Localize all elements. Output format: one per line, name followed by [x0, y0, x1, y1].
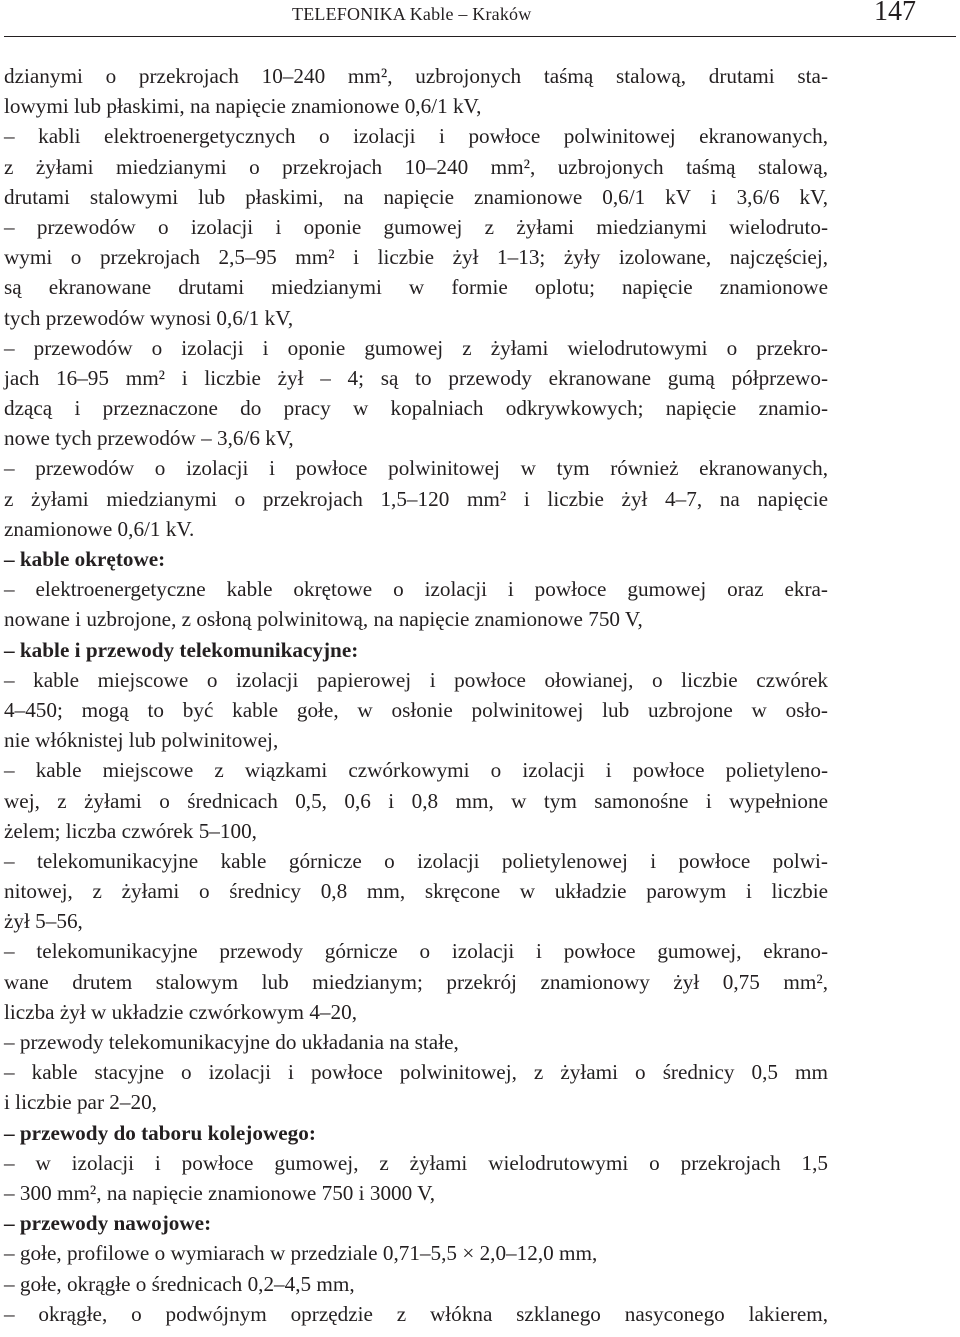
page-header: [0, 0, 960, 36]
text-line: – elektroenergetyczne kable okrętowe o izolacji i powłoce gumowej oraz ekra-: [4, 577, 828, 602]
text-line: są ekranowane drutami miedzianymi w formie oplotu; napięcie znamionowe: [4, 275, 828, 300]
text-line: żelem; liczba czwórek 5–100,: [4, 818, 257, 843]
running-title: TELEFONIKA Kable – Kraków: [292, 4, 532, 24]
text-line: z żyłami miedzianymi o przekrojach 1,5–120 mm² i liczbie żył 4–7, na napięcie: [4, 486, 828, 511]
header-rule: [4, 36, 956, 37]
text-line: znamionowe 0,6/1 kV.: [4, 516, 195, 541]
text-line: – przewodów o izolacji i oponie gumowej z żyłami wielodrutowymi o przekro-: [4, 335, 828, 360]
text-line: tych przewodów wynosi 0,6/1 kV,: [4, 305, 294, 330]
text-line: – gołe, profilowe o wymiarach w przedziale 0,71–5,5 × 2,0–12,0 mm,: [4, 1241, 598, 1266]
text-line: – przewodów o izolacji i powłoce polwinitowej w tym również ekranowanych,: [4, 456, 828, 481]
page-number: 147: [874, 0, 916, 27]
text-line: lowymi lub płaskimi, na napięcie znamionowe 0,6/1 kV,: [4, 94, 482, 119]
text-line: – przewody telekomunikacyjne do układania na stałe,: [4, 1030, 459, 1054]
text-line: – przewodów o izolacji i oponie gumowej z żyłami miedzianymi wielodruto-: [4, 214, 828, 239]
text-line: – telekomunikacyjne kable górnicze o izolacji polietylenowej i powłoce polwi-: [4, 848, 828, 873]
text-line: – kable miejscowe z wiązkami czwórkowymi o izolacji i powłoce polietyleno-: [4, 758, 828, 783]
text-line: wane drutem stalowym lub miedzianym; przekrój znamionowy żył 0,75 mm²,: [4, 969, 828, 994]
text-line: żył 5–56,: [4, 909, 83, 934]
text-line: wymi o przekrojach 2,5–95 mm² i liczbie żył 1–13; żyły izolowane, najczęściej,: [4, 245, 828, 270]
text-line: – kable stacyjne o izolacji i powłoce polwinitowej, z żyłami o średnicy 0,5 mm: [4, 1060, 828, 1085]
text-line: wej, z żyłami o średnicach 0,5, 0,6 i 0,8 mm, w tym samonośne i wypełnione: [4, 788, 828, 813]
text-line: – okrągłe, o podwójnym oprzędzie z włókna szklanego nasyconego lakierem,: [4, 1301, 828, 1326]
text-line: – kable miejscowe o izolacji papierowej i powłoce ołowianej, o liczbie czwórek: [4, 667, 828, 692]
text-line: nitowej, z żyłami o średnicy 0,8 mm, skręcone w układzie parowym i liczbie: [4, 879, 828, 904]
text-line: dzącą i przeznaczone do pracy w kopalniach odkrywkowych; napięcie znamio-: [4, 396, 828, 421]
text-line: – 300 mm², na napięcie znamionowe 750 i 3000 V,: [4, 1180, 436, 1205]
section-heading: – przewody do taboru kolejowego:: [4, 1120, 316, 1145]
text-line: 4–450; mogą to być kable gołe, w osłonie polwinitowej lub uzbrojone w osło-: [4, 697, 828, 722]
text-line: – kabli elektroenergetycznych o izolacji i powłoce polwinitowej ekranowanych,: [4, 124, 828, 149]
text-line: nowane i uzbrojone, z osłoną polwinitową, na napięcie znamionowe 750 V,: [4, 607, 643, 632]
text-line: – gołe, okrągłe o średnicach 0,2–4,5 mm,: [4, 1271, 355, 1296]
body-text: [4, 61, 828, 1329]
text-line: jach 16–95 mm² i liczbie żył – 4; są to przewody ekranowane gumą półprzewo-: [4, 365, 828, 390]
text-line: nowe tych przewodów – 3,6/6 kV,: [4, 426, 294, 451]
section-heading: – kable i przewody telekomunikacyjne:: [4, 637, 359, 662]
text-line: – w izolacji i powłoce gumowej, z żyłami wielodrutowymi o przekrojach 1,5: [4, 1150, 828, 1175]
text-line: z żyłami miedzianymi o przekrojach 10–240 mm², uzbrojonych taśmą stalową,: [4, 154, 828, 179]
text-line: i liczbie par 2–20,: [4, 1090, 157, 1115]
text-line: drutami stalowymi lub płaskimi, na napięcie znamionowe 0,6/1 kV i 3,6/6 kV,: [4, 184, 828, 209]
text-line: nie włóknistej lub polwinitowej,: [4, 728, 279, 753]
section-heading: – przewody nawojowe:: [4, 1211, 212, 1236]
text-line: dzianymi o przekrojach 10–240 mm², uzbrojonych taśmą stalową, drutami sta-: [4, 64, 828, 88]
text-line: – telekomunikacyjne przewody górnicze o izolacji i powłoce gumowej, ekrano-: [4, 939, 828, 964]
section-heading: – kable okrętowe:: [4, 547, 166, 571]
text-line: liczba żył w układzie czwórkowym 4–20,: [4, 999, 358, 1024]
